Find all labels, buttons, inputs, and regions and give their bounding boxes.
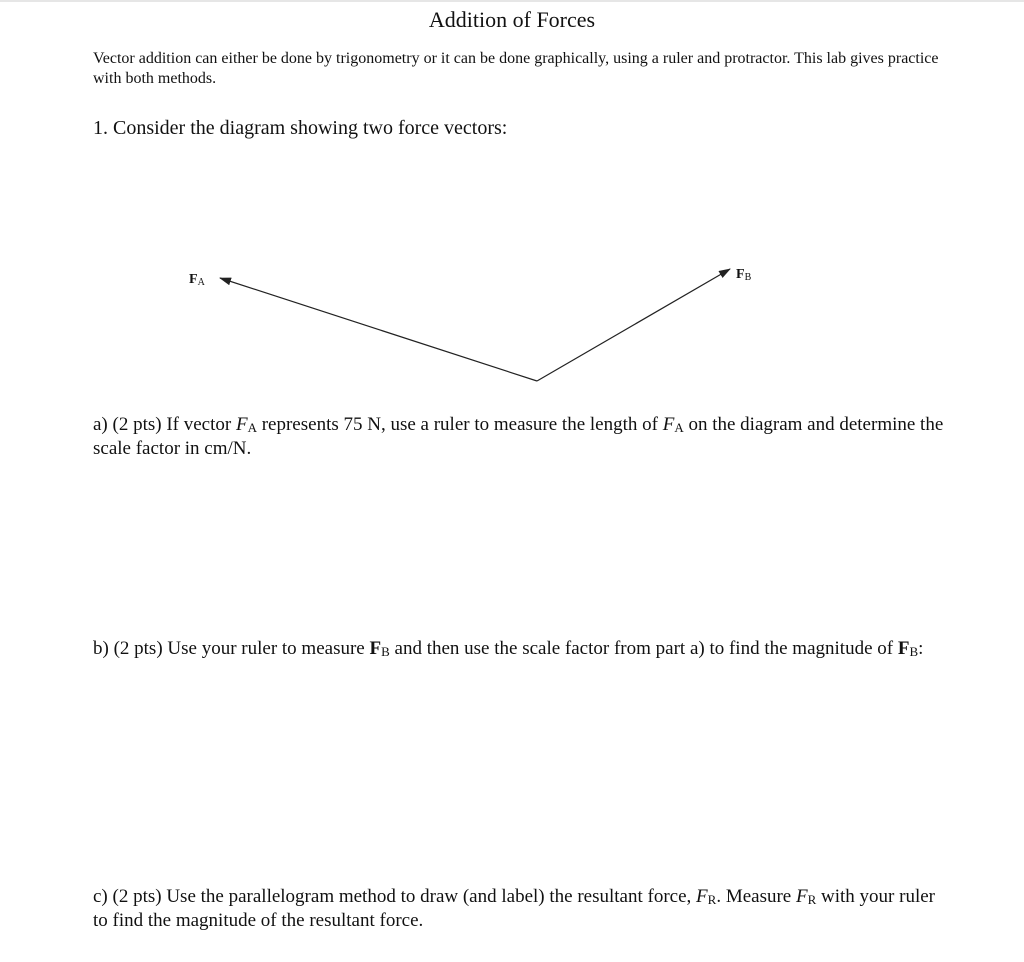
question-1-prompt: 1. Consider the diagram showing two force vectors: bbox=[93, 117, 508, 139]
question-part-c: c) (2 pts) Use the parallelogram method to draw (and label) the resultant force, FR. Measure FR with your ruler to find the magnitude of the resultant force. bbox=[93, 886, 935, 931]
intro-paragraph: Vector addition can either be done by trigonometry or it can be done graphically, using a ruler and protractor. This lab gives practice with both methods. bbox=[93, 50, 939, 87]
question-part-a: a) (2 pts) If vector FA represents 75 N, use a ruler to measure the length of FA on the diagram and determine the scale factor in cm/N. bbox=[93, 414, 944, 459]
vector-fb-arrow bbox=[537, 269, 730, 381]
vector-fa-label: FA bbox=[189, 272, 205, 288]
force-vector-diagram bbox=[0, 250, 1024, 400]
question-part-b: b) (2 pts) Use your ruler to measure FB and then use the scale factor from part a) to find the magnitude of FB: bbox=[93, 638, 924, 659]
page-title: Addition of Forces bbox=[428, 7, 596, 32]
vector-fa-arrow bbox=[220, 278, 537, 381]
page-top-border bbox=[0, 0, 1024, 2]
vector-fb-label: FB bbox=[736, 267, 752, 283]
